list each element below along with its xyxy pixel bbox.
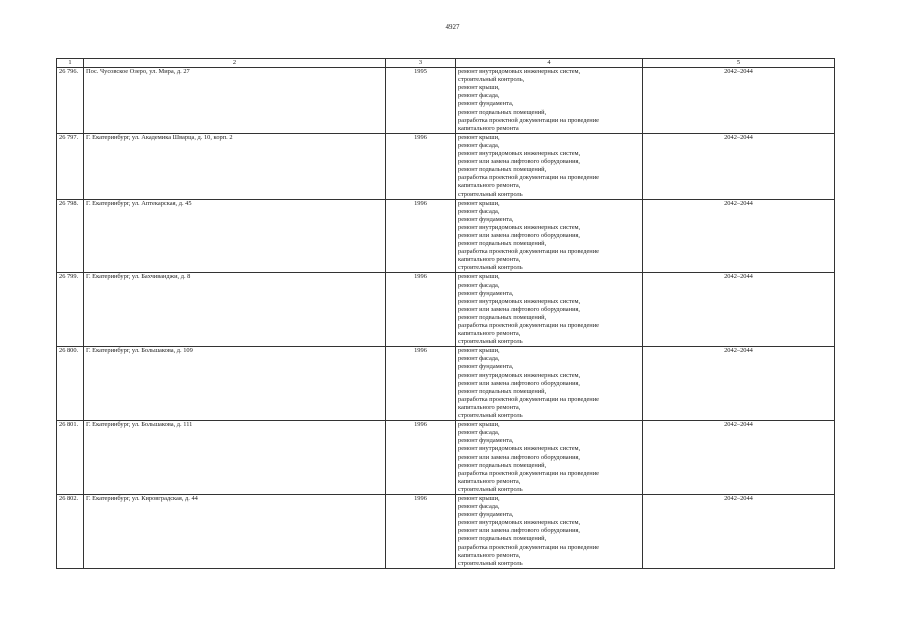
period-cell: 2042–2044	[643, 494, 835, 568]
period-cell: 2042–2044	[643, 421, 835, 495]
work-item: ремонт или замена лифтового оборудования,	[458, 158, 581, 166]
work-item: ремонт внутридомовых инженерных систем,	[458, 223, 581, 231]
work-item: ремонт крыши,	[458, 494, 500, 502]
works-cell	[456, 421, 643, 495]
work-item: строительный контроль	[458, 559, 523, 567]
page-number: 4927	[445, 23, 460, 31]
work-item: капитального ремонта,	[458, 477, 521, 485]
year-cell: 1996	[386, 421, 456, 495]
row-number: 26 797.	[57, 133, 84, 199]
work-item: ремонт подвальных помещений,	[458, 535, 547, 543]
table-row	[57, 273, 835, 347]
work-item: ремонт фасада,	[458, 503, 500, 511]
work-item: ремонт подвальных помещений,	[458, 166, 547, 174]
work-item: ремонт или замена лифтового оборудования,	[458, 379, 581, 387]
table-body	[57, 68, 835, 569]
work-item: ремонт внутридомовых инженерных систем,	[458, 371, 581, 379]
work-item: ремонт подвальных помещений,	[458, 313, 547, 321]
row-number: 26 798.	[57, 199, 84, 273]
work-item: ремонт крыши,	[458, 199, 500, 207]
work-item: ремонт фасада,	[458, 429, 500, 437]
table-row	[57, 133, 835, 199]
row-number: 26 799.	[57, 273, 84, 347]
work-item: ремонт фундамента,	[458, 100, 514, 108]
work-item: капитального ремонта,	[458, 256, 521, 264]
column-header-1: 1	[57, 59, 84, 68]
work-item: ремонт внутридомовых инженерных систем,	[458, 519, 581, 527]
row-number: 26 796.	[57, 68, 84, 134]
work-item: разработка проектной документации на проведение	[458, 469, 599, 477]
address-cell: Г. Екатеринбург, ул. Большакова, д. 111	[84, 421, 386, 495]
work-item: строительный контроль,	[458, 76, 525, 84]
work-item: ремонт крыши,	[458, 421, 500, 429]
work-item: капитального ремонта,	[458, 403, 521, 411]
work-item: капитального ремонта,	[458, 330, 521, 338]
work-item: строительный контроль	[458, 190, 523, 198]
table-row	[57, 347, 835, 421]
column-header-3: 3	[386, 59, 456, 68]
work-item: разработка проектной документации на проведение	[458, 543, 599, 551]
address-cell: Г. Екатеринбург, ул. Большакова, д. 109	[84, 347, 386, 421]
work-item: ремонт подвальных помещений,	[458, 387, 547, 395]
work-item: строительный контроль	[458, 485, 523, 493]
work-item: ремонт крыши,	[458, 84, 500, 92]
year-cell: 1996	[386, 347, 456, 421]
work-item: ремонт крыши,	[458, 273, 500, 281]
work-item: ремонт подвальных помещений,	[458, 108, 547, 116]
year-cell: 1996	[386, 273, 456, 347]
work-item: ремонт фундамента,	[458, 215, 514, 223]
work-item: ремонт или замена лифтового оборудования,	[458, 527, 581, 535]
work-item: разработка проектной документации на проведение	[458, 322, 599, 329]
works-cell	[456, 199, 643, 273]
work-item: строительный контроль	[458, 264, 523, 272]
year-cell: 1996	[386, 494, 456, 568]
work-item: разработка проектной документации на проведение	[458, 248, 599, 256]
work-item: ремонт фундамента,	[458, 363, 514, 371]
period-cell: 2042–2044	[643, 199, 835, 273]
table-header-row	[57, 59, 835, 68]
works-cell	[456, 494, 643, 568]
work-item: ремонт фундамента,	[458, 437, 514, 445]
work-item: ремонт фасада,	[458, 92, 500, 100]
address-cell: Г. Екатеринбург, ул. Бахчиванджи, д. 8	[84, 273, 386, 347]
work-item: разработка проектной документации на проведение	[458, 174, 599, 182]
work-item: ремонт или замена лифтового оборудования,	[458, 305, 581, 313]
period-cell: 2042–2044	[643, 68, 835, 134]
work-item: ремонт внутридомовых инженерных систем,	[458, 297, 581, 305]
work-item: ремонт фундамента,	[458, 289, 514, 297]
year-cell: 1996	[386, 133, 456, 199]
address-cell: Г. Екатеринбург, ул. Академика Шварца, д. 10, корп. 2	[84, 133, 386, 199]
work-item: ремонт подвальных помещений,	[458, 461, 547, 469]
work-item: строительный контроль	[458, 412, 523, 420]
work-item: ремонт или замена лифтового оборудования,	[458, 453, 581, 461]
work-item: ремонт внутридомовых инженерных систем,	[458, 68, 581, 76]
table-row	[57, 421, 835, 495]
work-item: капитального ремонта,	[458, 551, 521, 559]
work-item: строительный контроль	[458, 338, 523, 346]
column-header-5: 5	[643, 59, 835, 68]
work-item: разработка проектной документации на проведение	[458, 116, 599, 124]
work-item: ремонт или замена лифтового оборудования,	[458, 231, 581, 239]
work-item: ремонт внутридомовых инженерных систем,	[458, 150, 581, 158]
works-cell	[456, 273, 643, 347]
year-cell: 1995	[386, 68, 456, 134]
period-cell: 2042–2044	[643, 347, 835, 421]
work-item: разработка проектной документации на проведение	[458, 395, 599, 403]
works-cell	[456, 68, 643, 134]
work-item: капитального ремонта	[458, 124, 519, 132]
table-row	[57, 68, 835, 134]
period-cell: 2042–2044	[643, 133, 835, 199]
column-header-2: 2	[84, 59, 386, 68]
row-number: 26 800.	[57, 347, 84, 421]
address-cell: Пос. Чусовское Озеро, ул. Мира, д. 27	[84, 68, 386, 134]
works-cell	[456, 133, 643, 199]
housing-register-table	[56, 58, 835, 569]
year-cell: 1996	[386, 199, 456, 273]
work-item: ремонт подвальных помещений,	[458, 240, 547, 248]
row-number: 26 802.	[57, 494, 84, 568]
address-cell: Г. Екатеринбург, ул. Кировградская, д. 44	[84, 494, 386, 568]
works-cell	[456, 347, 643, 421]
table-row	[57, 494, 835, 568]
work-item: ремонт фасада,	[458, 141, 500, 149]
work-item: ремонт фасада,	[458, 355, 500, 363]
work-item: ремонт крыши,	[458, 347, 500, 355]
work-item: ремонт внутридомовых инженерных систем,	[458, 445, 581, 453]
work-item: ремонт крыши,	[458, 133, 500, 141]
row-number: 26 801.	[57, 421, 84, 495]
table-row	[57, 199, 835, 273]
period-cell: 2042–2044	[643, 273, 835, 347]
work-item: ремонт фасада,	[458, 281, 500, 289]
address-cell: Г. Екатеринбург, ул. Аптекарская, д. 45	[84, 199, 386, 273]
work-item: ремонт фундамента,	[458, 511, 514, 519]
column-header-4: 4	[456, 59, 643, 68]
work-item: капитального ремонта,	[458, 182, 521, 190]
work-item: ремонт фасада,	[458, 207, 500, 215]
